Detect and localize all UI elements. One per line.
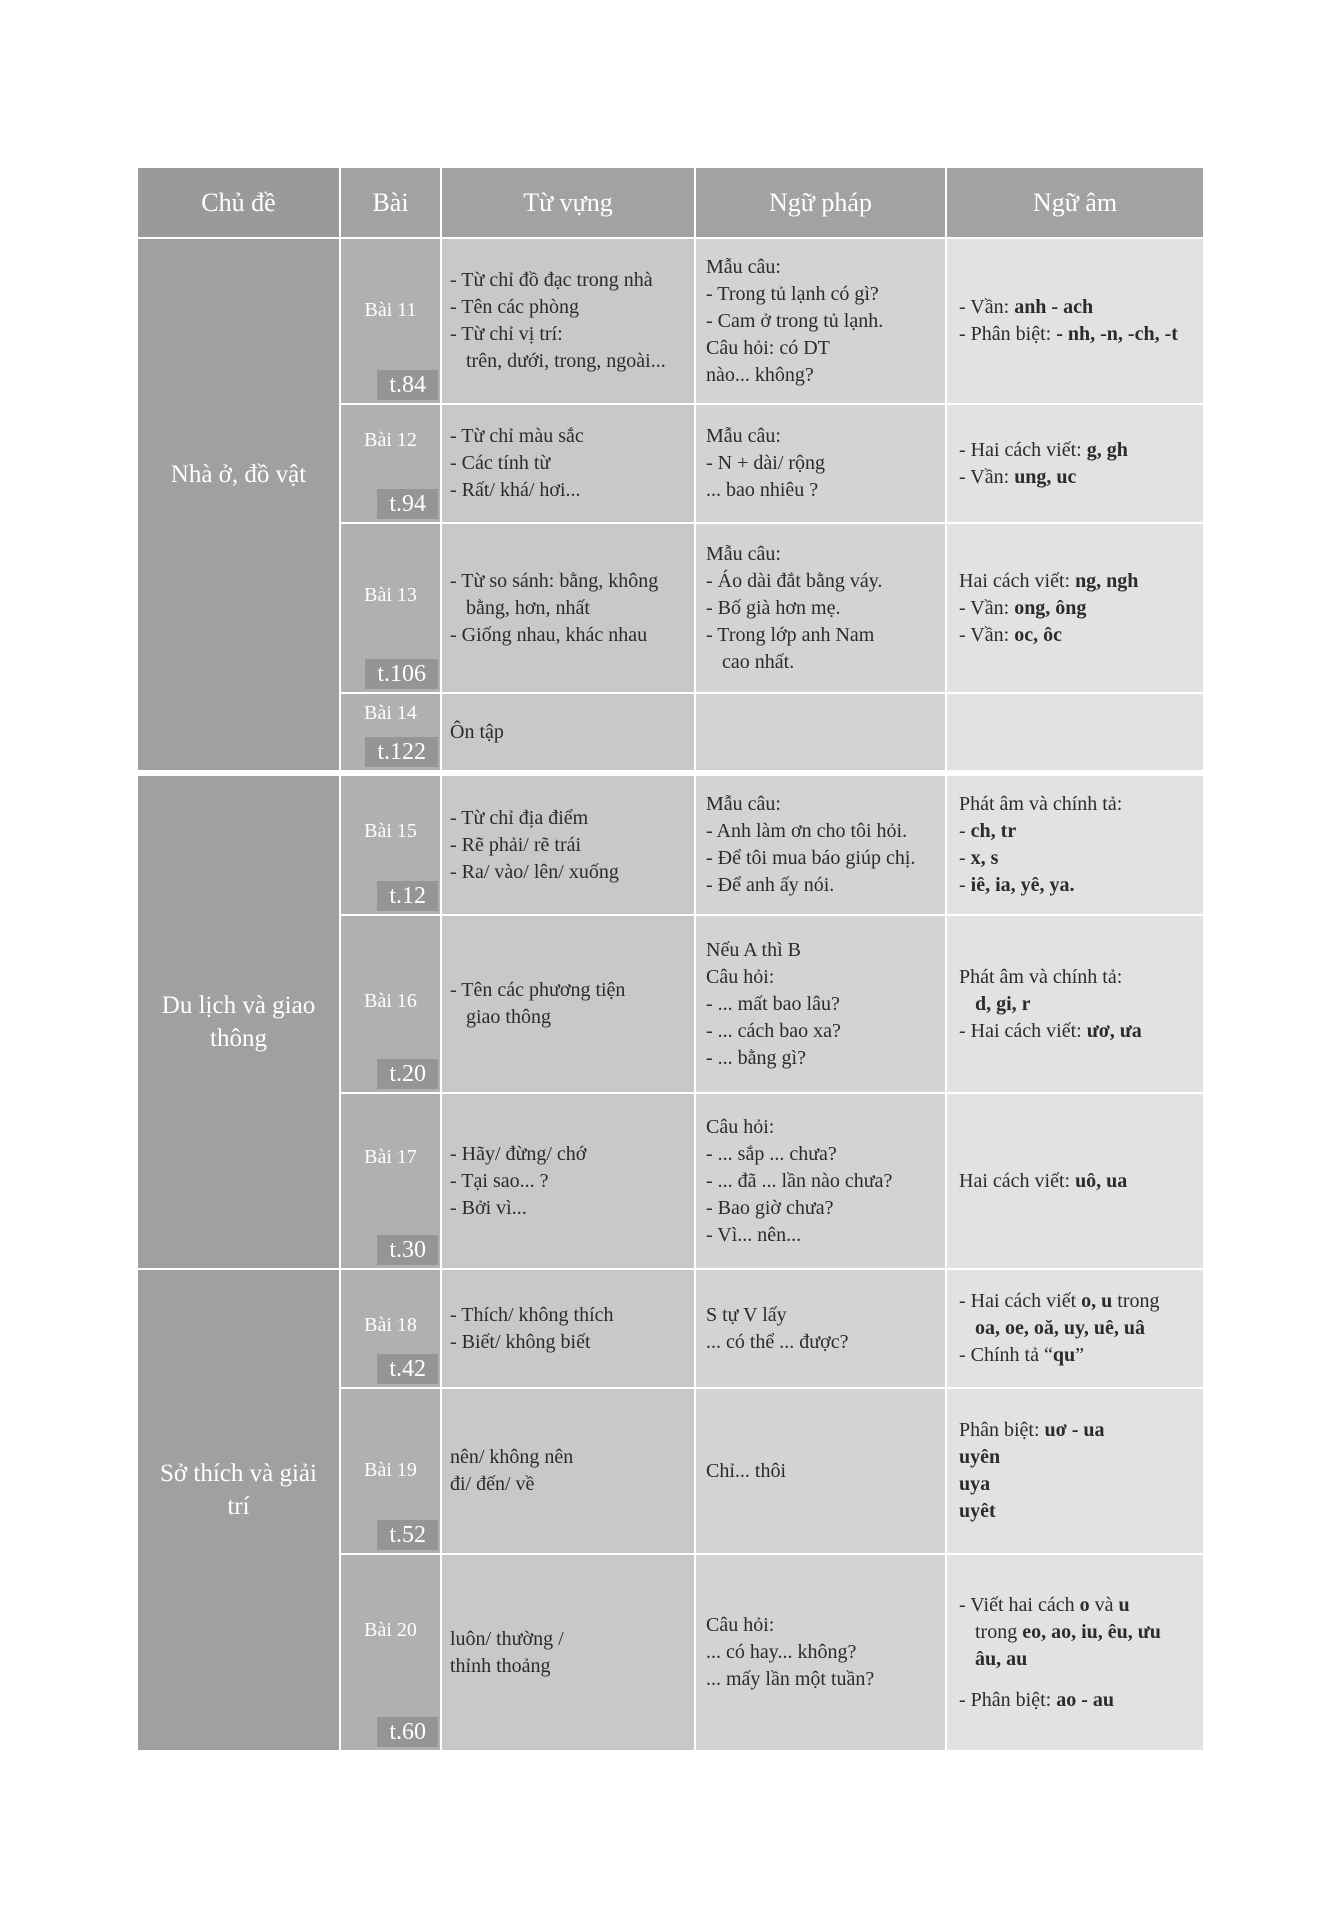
phonetics-line [959,1288,1191,1315]
phonetics-cell [946,1093,1204,1269]
grammar-cell [695,1093,946,1269]
header-topic: Chủ đề [137,167,340,238]
text: - Từ chỉ địa điểm [450,806,589,829]
text: trên, dưới, trong, ngoài... [466,350,666,372]
phonetics-cell [946,238,1204,404]
grammar-line [706,937,935,964]
lesson-name: Bài 14 [364,702,417,724]
phonetics-line [959,1619,1191,1646]
phonetics-line [959,437,1191,464]
phonetics-line [959,464,1191,491]
phonetics-line [959,1471,1191,1498]
text: - Vần: [959,596,1015,619]
phonetics-line [959,818,1191,845]
phonetics-line [959,622,1191,649]
bold-text: âu, au [975,1647,1028,1670]
phonetics-line [959,1592,1191,1619]
vocab-line [450,267,686,294]
phonetics-line [959,1168,1191,1195]
grammar-line [706,622,935,649]
text: - Tên các phòng [450,296,580,318]
lesson-name: Bài 16 [364,990,417,1012]
bold-text: g, gh [1086,438,1128,461]
header-lesson: Bài [340,167,441,238]
text: - Áo dài đắt bằng váy. [706,569,883,592]
vocab-line [450,321,686,348]
bold-text: uya [959,1473,991,1495]
text: - Bao giờ chưa? [706,1196,834,1219]
vocab-line [450,1471,686,1498]
bold-text: qu [1052,1344,1076,1366]
grammar-line [706,1195,935,1222]
text: Câu hỏi: có DT [706,336,830,359]
text: - Các tính từ [450,452,551,474]
phonetics-line [959,845,1191,872]
text: - Hai cách viết [959,1290,1082,1312]
text: - Thích/ không thích [450,1303,614,1326]
lesson-cell [340,404,441,523]
bold-text: eo, ao, iu, êu, ưu [1022,1620,1161,1643]
vocabulary-cell [441,693,695,773]
vocab-line [450,1329,686,1356]
vocab-line [450,348,686,375]
text: Nếu A thì B [706,938,802,961]
bold-text: o [1079,1593,1090,1616]
bold-text: anh - ach [1014,296,1094,318]
vocab-line [450,1302,686,1329]
vocab-line [450,1004,686,1031]
text: - ... sắp ... chưa? [706,1142,837,1165]
vocabulary-cell [441,523,695,693]
text: - [959,820,971,842]
grammar-line [706,335,935,362]
grammar-line [706,1045,935,1072]
text: - Giống nhau, khác nhau [450,623,648,646]
phonetics-cell [946,523,1204,693]
text: Câu hỏi: [706,965,775,988]
vocab-line [450,859,686,886]
phonetics-line [959,1687,1191,1714]
text: ... có hay... không? [706,1641,857,1663]
lesson-cell [340,1554,441,1751]
vocab-line [450,1444,686,1471]
grammar-line [706,595,935,622]
lesson-cell [340,238,441,404]
lesson-cell [340,1093,441,1269]
vocab-line [450,595,686,622]
vocab-line [450,832,686,859]
grammar-line [706,1612,935,1639]
vocab-line [450,423,686,450]
grammar-cell [695,1388,946,1554]
page-number: t.60 [377,1717,438,1747]
text: - Anh làm ơn cho tôi hỏi. [706,820,908,842]
phonetics-cell [946,693,1204,773]
topic-cell: Du lịch và giao thông [137,773,340,1269]
page-number: t.52 [377,1520,438,1550]
text: - ... mất bao lâu? [706,992,840,1015]
grammar-line [706,1114,935,1141]
grammar-line [706,1141,935,1168]
phonetics-line [959,1417,1191,1444]
text: - Hai cách viết: [959,1019,1087,1042]
phonetics-line [959,1444,1191,1471]
vocabulary-cell [441,773,695,915]
text: - Hãy/ đừng/ chớ [450,1142,587,1165]
phonetics-cell [946,915,1204,1093]
text: - Bởi vì... [450,1196,527,1219]
text: Hai cách viết: [959,569,1076,592]
lesson-cell [340,773,441,915]
text: đi/ đến/ về [450,1473,535,1495]
vocabulary-cell [441,1388,695,1554]
text: Mẫu câu: [706,255,781,278]
phonetics-cell [946,1388,1204,1554]
header-vocabulary: Từ vựng [441,167,695,238]
grammar-line [706,872,935,899]
grammar-line [706,541,935,568]
bold-text: ng, ngh [1075,569,1139,592]
phonetics-line [959,872,1191,899]
text: nào... không? [706,363,814,386]
lesson-name: Bài 12 [364,429,417,451]
text: Mẫu câu: [706,793,781,815]
lesson-name: Bài 15 [364,820,417,842]
phonetics-line [959,294,1191,321]
vocab-line [450,568,686,595]
grammar-line [706,1302,935,1329]
vocab-line [450,1653,686,1680]
lesson-cell [340,1388,441,1554]
lesson-name: Bài 19 [364,1459,417,1481]
grammar-line [706,308,935,335]
page-number: t.42 [377,1354,438,1384]
vocabulary-cell [441,404,695,523]
header-phonetics: Ngữ âm [946,167,1204,238]
vocab-line [450,1195,686,1222]
text: - N + dài/ rộng [706,452,826,474]
text: luôn/ thường / [450,1627,564,1650]
text: - Hai cách viết: [959,438,1087,461]
text: - Trong tủ lạnh có gì? [706,282,879,305]
text: - ... đã ... lần nào chưa? [706,1169,893,1192]
grammar-cell [695,404,946,523]
bold-text: ch, tr [970,820,1017,842]
lesson-cell [340,1269,441,1388]
phonetics-line [959,1342,1191,1369]
grammar-line [706,568,935,595]
grammar-line [706,1639,935,1666]
grammar-line [706,254,935,281]
bold-text: ao - au [1056,1688,1115,1711]
page-number: t.122 [365,737,438,767]
text: Ôn tập [450,720,504,743]
bold-text: u [1118,1593,1130,1616]
page-number: t.20 [377,1059,438,1089]
text: ... mấy lần một tuần? [706,1668,875,1690]
vocab-line [450,719,686,746]
text: ” [1075,1344,1085,1366]
bold-text: oa, oe, oă, uy, uê, uâ [975,1317,1146,1339]
grammar-line [706,991,935,1018]
lesson-name: Bài 13 [364,584,417,606]
page-number: t.84 [377,370,438,400]
text: Mẫu câu: [706,542,781,565]
phonetics-cell [946,773,1204,915]
grammar-cell [695,773,946,915]
lesson-name: Bài 18 [364,1314,417,1336]
text: cao nhất. [722,650,795,673]
topic-cell: Nhà ở, đồ vật [137,238,340,773]
text: - Ra/ vào/ lên/ xuống [450,860,619,883]
grammar-line [706,818,935,845]
text: - Biết/ không biết [450,1330,591,1353]
text: Câu hỏi: [706,1614,775,1636]
vocab-line [450,477,686,504]
text: trong [975,1620,1023,1643]
text: ... bao nhiêu ? [706,479,819,501]
text: - [959,874,971,896]
grammar-line [706,450,935,477]
page-number: t.12 [377,881,438,911]
phonetics-line [959,1498,1191,1525]
bold-text: ong, ông [1014,596,1087,619]
text: Hai cách viết: [959,1169,1076,1192]
text: - Vần: [959,465,1015,488]
vocab-line [450,1168,686,1195]
page-number: t.30 [377,1235,438,1265]
text: - Chính tả “ [959,1344,1053,1366]
text: thỉnh thoảng [450,1654,551,1677]
text: - ... bằng gì? [706,1046,806,1069]
grammar-line [706,1329,935,1356]
vocab-line [450,294,686,321]
grammar-line [706,423,935,450]
vocabulary-cell [441,238,695,404]
text: - Vần: [959,296,1015,318]
text: - Tên các phương tiện [450,979,626,1001]
bold-text: uô, ua [1075,1169,1128,1192]
text: - Vần: [959,623,1015,646]
phonetics-line [959,991,1191,1018]
text: Phát âm và chính tả: [959,793,1123,815]
table-row [137,1269,1204,1388]
vocab-line [450,1141,686,1168]
text: - ... cách bao xa? [706,1019,841,1042]
topic-cell: Sở thích và giải trí [137,1269,340,1751]
text: ... có thể ... được? [706,1330,849,1353]
text: - Trong lớp anh Nam [706,623,875,646]
bold-text: oc, ôc [1014,623,1062,646]
header-grammar: Ngữ pháp [695,167,946,238]
lesson-cell [340,693,441,773]
phonetics-line [959,568,1191,595]
grammar-line [706,362,935,389]
grammar-cell [695,693,946,773]
page-number: t.94 [377,489,438,519]
text: - Từ chỉ vị trí: [450,323,563,345]
grammar-cell [695,523,946,693]
grammar-line [706,791,935,818]
text: và [1089,1593,1119,1616]
text: nên/ không nên [450,1446,574,1468]
phonetics-line [959,595,1191,622]
bold-text: ươ, ưa [1086,1019,1142,1042]
vocabulary-cell [441,1093,695,1269]
phonetics-cell [946,1269,1204,1388]
lesson-name: Bài 11 [364,299,417,321]
phonetics-line [959,1646,1191,1673]
text: Phát âm và chính tả: [959,965,1123,988]
text: Mẫu câu: [706,425,781,447]
text: - Từ chỉ đồ đạc trong nhà [450,269,653,291]
text: Câu hỏi: [706,1115,775,1138]
lesson-cell [340,915,441,1093]
vocab-line [450,622,686,649]
grammar-line [706,1666,935,1693]
lesson-name: Bài 20 [364,1619,417,1641]
grammar-line [706,964,935,991]
lesson-cell [340,523,441,693]
text: - [959,847,971,869]
lesson-name: Bài 17 [364,1146,417,1168]
text: - Cam ở trong tủ lạnh. [706,309,884,332]
text: trong [1112,1290,1160,1312]
text: - Rất/ khá/ hơi... [450,479,581,501]
curriculum-table [136,166,1205,1752]
text: - Để tôi mua báo giúp chị. [706,847,916,869]
bold-text: uyêt [959,1500,996,1522]
phonetics-line [959,1018,1191,1045]
grammar-line [706,477,935,504]
text: - Phân biệt: [959,323,1057,345]
text: - Viết hai cách [959,1593,1080,1616]
bold-text: x, s [970,847,999,869]
grammar-line [706,649,935,676]
phonetics-cell [946,404,1204,523]
text: - Để anh ấy nói. [706,874,835,896]
grammar-cell [695,1554,946,1751]
grammar-cell [695,1269,946,1388]
bold-text: d, gi, r [975,992,1031,1015]
table-row [137,773,1204,915]
grammar-line [706,1168,935,1195]
bold-text: - nh, -n, -ch, -t [1056,323,1178,345]
vocab-line [450,1626,686,1653]
text: - Từ so sánh: bằng, không [450,569,659,592]
header-row [137,167,1204,238]
text: - Rẽ phải/ rẽ trái [450,833,582,856]
phonetics-cell [946,1554,1204,1751]
vocab-line [450,977,686,1004]
text: Phân biệt: [959,1419,1045,1441]
phonetics-line [959,321,1191,348]
grammar-line [706,1222,935,1249]
grammar-line [706,281,935,308]
grammar-line [706,1018,935,1045]
grammar-cell [695,915,946,1093]
text: - Bố già hơn mẹ. [706,596,841,619]
vocab-line [450,450,686,477]
bold-text: o, u [1081,1290,1113,1312]
text: - Từ chỉ màu sắc [450,425,584,447]
vocabulary-cell [441,915,695,1093]
vocabulary-cell [441,1269,695,1388]
grammar-line [706,845,935,872]
text: bằng, hơn, nhất [466,596,590,619]
bold-text: uơ - ua [1044,1419,1105,1441]
table-row [137,238,1204,404]
text: S tự V lấy [706,1303,787,1326]
bold-text: ung, uc [1014,465,1077,488]
phonetics-line [959,1315,1191,1342]
vocab-line [450,805,686,832]
grammar-line [706,1458,935,1485]
vocabulary-cell [441,1554,695,1751]
phonetics-line [959,791,1191,818]
grammar-cell [695,238,946,404]
bold-text: uyên [959,1446,1001,1468]
text: - Vì... nên... [706,1223,802,1246]
bold-text: iê, ia, yê, ya. [970,874,1075,896]
text: - Tại sao... ? [450,1169,549,1192]
phonetics-line [959,964,1191,991]
page-number: t.106 [365,659,438,689]
text: Chỉ... thôi [706,1459,787,1482]
text: giao thông [466,1006,551,1028]
text: - Phân biệt: [959,1688,1057,1711]
